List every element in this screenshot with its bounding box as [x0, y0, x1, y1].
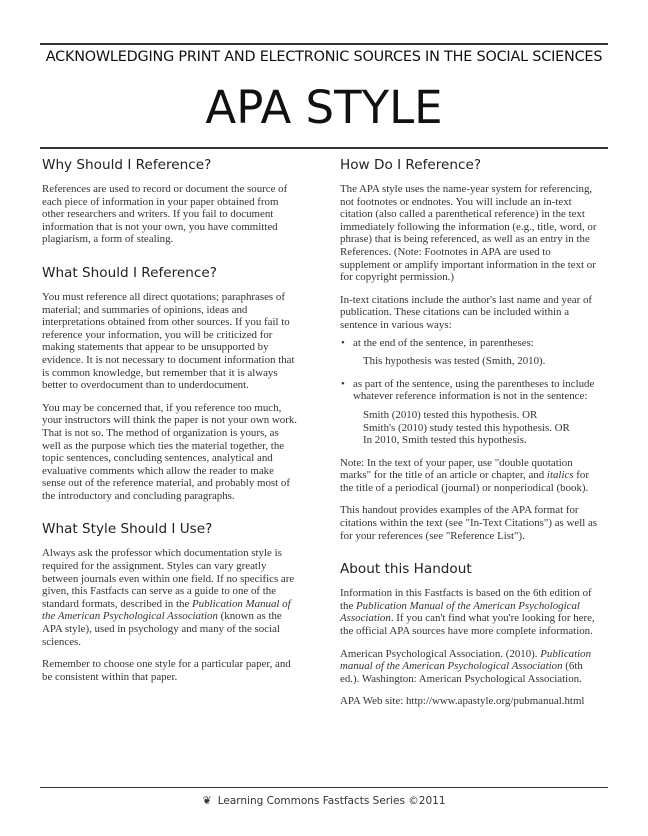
header-kicker: ACKNOWLEDGING PRINT AND ELECTRONIC SOURCES IN THE SOCIAL SCIENCES — [45, 49, 603, 65]
top-rule — [40, 43, 608, 45]
handout-paragraph: This handout provides examples of the APA format for citations within the text (see "In-Text Citations") as well as for your references (see "Reference List"). — [340, 504, 598, 542]
page-title: APA STYLE — [205, 81, 443, 134]
footer-rule — [40, 787, 608, 788]
what-heading: What Should I Reference? — [42, 264, 217, 281]
book-icon: ❦ — [202, 794, 212, 807]
right-column — [340, 156, 602, 718]
style-paragraph-2: Remember to choose one style for a particular paper, and be consistent within that paper. — [42, 658, 291, 683]
list-item: • as part of the sentence, using the parentheses to include whatever reference information is not in the sentence: — [341, 377, 595, 403]
why-heading: Why Should I Reference? — [42, 157, 212, 173]
bullet-icon: • — [341, 336, 345, 349]
about-paragraph-2: American Psychological Association. (2010). Publication manual of the American Psychological Association (6th ed.). Washington: American Psychological Association. — [340, 647, 592, 685]
how-paragraph-2: In-text citations include the author's last name and year of publication. These citations can be included within a sentence in various ways: — [340, 293, 593, 331]
example-1: This hypothesis was tested (Smith, 2010). — [363, 355, 546, 368]
note-paragraph: Note: In the text of your paper, use "double quotation marks" for the title of an article or chapter, and italics for the title of a periodical (journal) or nonperiodical (book). — [340, 456, 589, 494]
example-2: Smith (2010) tested this hypothesis. OR Smith's (2010) study tested this hypothesis. OR In 2010, Smith tested this hypothesis. — [363, 408, 570, 447]
footer — [0, 794, 648, 807]
about-heading: About this Handout — [340, 561, 472, 578]
title-rule — [40, 147, 608, 149]
how-paragraph-1: The APA style uses the name-year system for referencing, not footnotes or endnotes. You will include an in-text citation (also called a parenthetical reference) in the text immediately following the information (e.g., title, word, or phrase) that is being referenced, as well as an entry in the References. (Note: Footnotes in APA are used to supplement or amplify important information in the text or for copyright permission.) — [340, 183, 597, 284]
what-paragraph-2: You may be concerned that, if you reference too much, your instructors will think the paper is not your own work. That is not so. The method of organization is yours, as well as the purpose which ties the material together, the topic sentences, concluding sentences, analytical and evaluative comments which allow the reader to make sense out of the reference material, and probably most of the introductory and concluding paragraphs. — [42, 401, 297, 502]
citation-list — [340, 337, 602, 350]
manual-title: Publication Manual of the American Psychological Association — [42, 597, 291, 623]
bullet-icon: • — [341, 377, 345, 390]
how-heading: How Do I Reference? — [340, 157, 482, 173]
left-column — [42, 156, 297, 693]
style-paragraph-1: Always ask the professor which documentation style is required for the assignment. Styles can vary greatly between journals even within one field. If no specifics are given, this Fastfacts can serve as a guide to one of the standard formats, described in the Publication Manual of the American Psychological Association (known as the APA style), used in psychology and many of the social sciences. — [42, 547, 295, 648]
list-item: • at the end of the sentence, in parentheses: — [341, 336, 534, 349]
web-site-link[interactable]: APA Web site: http://www.apastyle.org/pubmanual.html — [340, 695, 585, 708]
why-paragraph: References are used to record or document the source of each piece of information in your paper obtained from other researchers and writers. If you fail to document information that is not your own, you have committed plagiarism, a form of stealing. — [42, 183, 288, 246]
footer-text: Learning Commons Fastfacts Series ©2011 — [217, 795, 446, 807]
what-paragraph-1: You must reference all direct quotations; paraphrases of material; and summaries of opinions, ideas and interpretations obtained from other sources. If you fail to reference your information, you will be criticized for making statements that appear to be unsupported by evidence. It is not necessary to document information that is common knowledge, but remember that it is always better to overdocument than to underdocument. — [42, 290, 295, 392]
style-heading: What Style Should I Use? — [42, 521, 213, 538]
about-paragraph-1: Information in this Fastfacts is based on the 6th edition of the Publication Manual of the American Psychological Association. If you can't find what you're looking for here, the official APA sources have more complete information. — [340, 587, 595, 638]
